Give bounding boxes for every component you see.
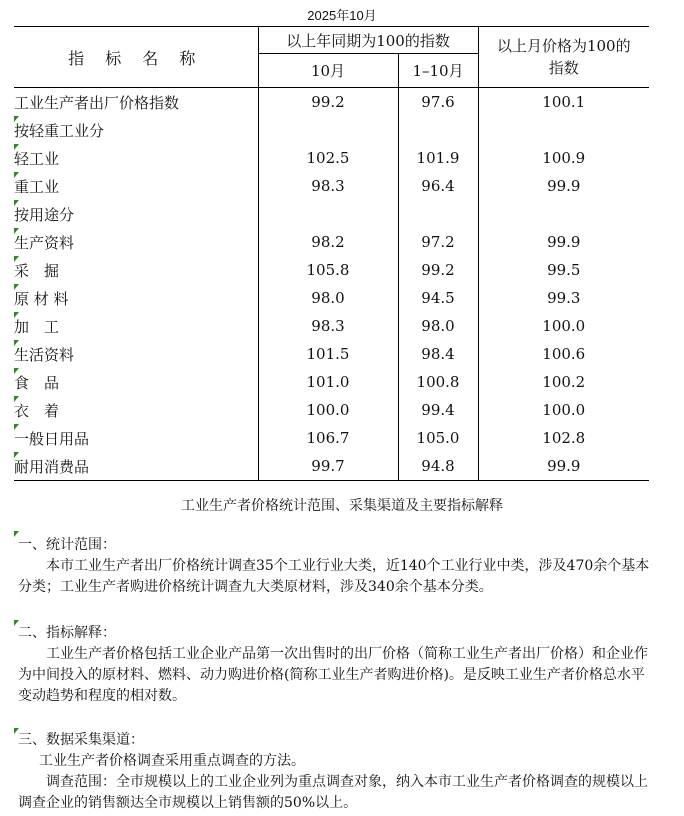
- row-label: 生产资料: [14, 233, 75, 252]
- table-row: [14, 452, 649, 481]
- cell-month: 106.7: [258, 424, 398, 452]
- comment-marker-icon: [14, 312, 19, 318]
- comment-marker-icon: [14, 728, 19, 734]
- section-heading: 二、指标解释：: [18, 625, 116, 641]
- header-indicator-name: 指 标 名 称: [14, 27, 258, 88]
- table-row: [14, 200, 649, 228]
- cell-mom: 99.9: [478, 228, 649, 256]
- row-label: 生活资料: [14, 345, 75, 364]
- header-yoy-group: 以上年同期为100的指数: [258, 27, 478, 54]
- cell-month: 102.5: [258, 144, 398, 172]
- comment-marker-icon: [14, 284, 19, 290]
- table-row: [14, 340, 649, 368]
- cell-mom: [478, 200, 649, 228]
- cell-mom: 100.2: [478, 368, 649, 396]
- comment-marker-icon: [14, 368, 19, 374]
- comment-marker-icon: [14, 144, 19, 150]
- comment-marker-icon: [14, 620, 19, 626]
- cell-ytd: [398, 116, 478, 144]
- cell-month: 99.7: [258, 452, 398, 481]
- row-label: 原 材 料: [14, 289, 69, 308]
- row-label: 衣 着: [14, 401, 60, 420]
- header-month: 10月: [258, 54, 398, 88]
- table-row: [14, 368, 649, 396]
- row-label: 一般日用品: [14, 429, 90, 448]
- table-row: [14, 396, 649, 424]
- header-mom-line2: 指数: [548, 59, 579, 77]
- cell-mom: 99.5: [478, 256, 649, 284]
- cell-mom: [478, 116, 649, 144]
- header-ytd: 1–10月: [398, 54, 478, 88]
- table-row: [14, 284, 649, 312]
- cell-ytd: 97.2: [398, 228, 478, 256]
- row-label: 食 品: [14, 373, 60, 392]
- notes-section-scope: [14, 531, 654, 598]
- cell-ytd: 94.8: [398, 452, 478, 481]
- row-label: 重工业: [14, 177, 60, 196]
- cell-mom: 99.3: [478, 284, 649, 312]
- cell-ytd: [398, 200, 478, 228]
- table-row: [14, 424, 649, 452]
- cell-month: 100.0: [258, 396, 398, 424]
- cell-mom: 100.9: [478, 144, 649, 172]
- cell-mom: 100.6: [478, 340, 649, 368]
- comment-marker-icon: [14, 256, 19, 262]
- notes-title: 工业生产者价格统计范围、采集渠道及主要指标解释: [181, 498, 503, 514]
- section-paragraph: 本市工业生产者出厂价格统计调查35个工业行业大类，近140个工业行业中类，涉及470余个基本分类；工业生产者购进价格统计调查九大类原材料，涉及340余个基本分类。: [18, 558, 650, 595]
- section-heading: 一、统计范围：: [18, 537, 116, 553]
- cell-ytd: 101.9: [398, 144, 478, 172]
- row-label: 加 工: [14, 317, 60, 336]
- comment-marker-icon: [14, 396, 19, 402]
- cell-ytd: 99.2: [398, 256, 478, 284]
- cell-month: 98.0: [258, 284, 398, 312]
- cell-month: 99.2: [258, 88, 398, 117]
- row-label: 耐用消费品: [14, 457, 90, 476]
- table-row: [14, 228, 649, 256]
- table-row: [14, 312, 649, 340]
- cell-month: 98.2: [258, 228, 398, 256]
- cell-month: [258, 200, 398, 228]
- cell-ytd: 105.0: [398, 424, 478, 452]
- comment-marker-icon: [14, 172, 19, 178]
- notes-section-definitions: [14, 620, 654, 707]
- table-row: [14, 88, 649, 117]
- table-row: [14, 144, 649, 172]
- cell-mom: 100.0: [478, 312, 649, 340]
- comment-marker-icon: [14, 531, 19, 537]
- row-label: 轻工业: [14, 149, 60, 168]
- comment-marker-icon: [14, 228, 19, 234]
- cell-month: [258, 116, 398, 144]
- table-row: [14, 256, 649, 284]
- ppi-table: [14, 26, 649, 481]
- cell-month: 105.8: [258, 256, 398, 284]
- cell-ytd: 94.5: [398, 284, 478, 312]
- row-label: 按用途分: [14, 205, 75, 224]
- row-label: 采 掘: [14, 261, 60, 280]
- row-label: 按轻重工业分: [14, 121, 105, 140]
- comment-marker-icon: [14, 340, 19, 346]
- cell-ytd: 100.8: [398, 368, 478, 396]
- cell-month: 101.5: [258, 340, 398, 368]
- header-mom-line1: 以上月价格为100的: [496, 37, 631, 55]
- cell-month: 101.0: [258, 368, 398, 396]
- section-heading: 三、数据采集渠道：: [18, 732, 144, 748]
- cell-mom: 100.1: [478, 88, 649, 117]
- cell-ytd: 97.6: [398, 88, 478, 117]
- cell-mom: 99.9: [478, 452, 649, 481]
- table-caption-date: 2025年10月: [307, 8, 377, 23]
- cell-ytd: 98.4: [398, 340, 478, 368]
- cell-ytd: 96.4: [398, 172, 478, 200]
- cell-mom: 102.8: [478, 424, 649, 452]
- section-paragraph: 工业生产者价格调查采用重点调查的方法。: [39, 753, 305, 769]
- section-paragraph: 工业生产者价格包括工业企业产品第一次出售时的出厂价格（简称工业生产者出厂价格）和企业作为中间投入的原材料、燃料、动力购进价格(简称工业生产者购进价格)。是反映工业生产者价格总水平变动趋势和程度的相对数。: [18, 646, 648, 704]
- comment-marker-icon: [14, 116, 19, 122]
- row-label: 工业生产者出厂价格指数: [14, 93, 180, 112]
- header-mom: [478, 27, 649, 88]
- table-row: [14, 116, 649, 144]
- table-row: [14, 172, 649, 200]
- cell-month: 98.3: [258, 312, 398, 340]
- comment-marker-icon: [14, 200, 19, 206]
- cell-mom: 100.0: [478, 396, 649, 424]
- cell-ytd: 98.0: [398, 312, 478, 340]
- notes-section-collection: [14, 728, 654, 814]
- cell-month: 98.3: [258, 172, 398, 200]
- cell-mom: 99.9: [478, 172, 649, 200]
- comment-marker-icon: [14, 452, 19, 458]
- section-paragraph: 调查范围：全市规模以上的工业企业列为重点调查对象，纳入本市工业生产者价格调查的规模以上调查企业的销售额达全市规模以上销售额的50%以上。: [18, 774, 648, 811]
- comment-marker-icon: [14, 424, 19, 430]
- cell-ytd: 99.4: [398, 396, 478, 424]
